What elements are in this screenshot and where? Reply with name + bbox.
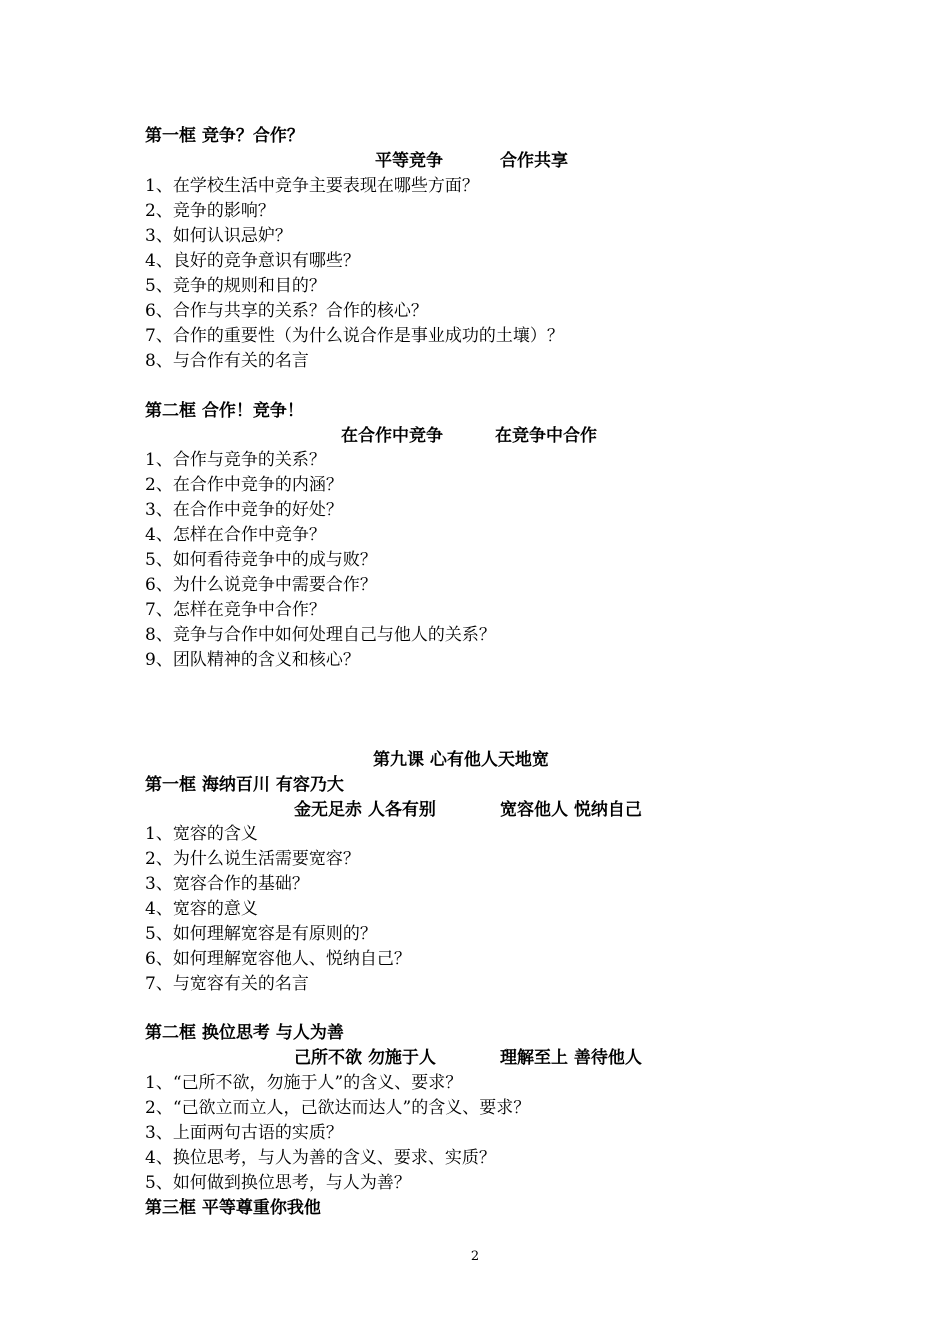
- section-subtitle: 己所不欲 勿施于人: [294, 1048, 436, 1068]
- section-heading: 第一框 竞争？合作？: [145, 126, 304, 146]
- question-item: 3、宽容合作的基础？: [145, 874, 309, 894]
- question-item: 1、宽容的含义: [145, 824, 258, 844]
- section-subtitle: 金无足赤 人各有别: [294, 800, 436, 820]
- question-item: 3、如何认识忌妒？: [145, 226, 292, 246]
- question-item: 2、为什么说生活需要宽容？: [145, 849, 360, 869]
- question-item: 8、竞争与合作中如何处理自己与他人的关系？: [145, 625, 496, 645]
- lesson-title: 第九课 心有他人天地宽: [373, 750, 549, 770]
- question-item: 8、与合作有关的名言: [145, 351, 309, 371]
- question-item: 4、宽容的意义: [145, 899, 258, 919]
- section-heading: 第三框 平等尊重你我他: [145, 1198, 321, 1218]
- question-item: 2、竞争的影响？: [145, 201, 275, 221]
- page-number: 2: [470, 1249, 480, 1264]
- question-item: 6、合作与共享的关系？合作的核心？: [145, 301, 428, 321]
- question-item: 5、如何理解宽容是有原则的？: [145, 924, 377, 944]
- question-item: 3、上面两句古语的实质？: [145, 1123, 343, 1143]
- question-item: 7、怎样在竞争中合作？: [145, 600, 326, 620]
- question-item: 4、怎样在合作中竞争？: [145, 525, 326, 545]
- question-item: 1、合作与竞争的关系？: [145, 450, 326, 470]
- question-item: 4、换位思考，与人为善的含义、要求、实质？: [145, 1148, 496, 1168]
- section-heading: 第一框 海纳百川 有容乃大: [145, 775, 344, 795]
- section-heading: 第二框 换位思考 与人为善: [145, 1023, 344, 1043]
- question-item: 3、在合作中竞争的好处？: [145, 500, 343, 520]
- section-subtitle: 平等竞争: [375, 151, 443, 171]
- section-heading: 第二框 合作！竞争！: [145, 401, 304, 421]
- question-item: 9、团队精神的含义和核心？: [145, 650, 360, 670]
- question-item: 7、合作的重要性（为什么说合作是事业成功的土壤）？: [145, 326, 564, 346]
- question-item: 5、如何看待竞争中的成与败？: [145, 550, 377, 570]
- question-item: 2、在合作中竞争的内涵？: [145, 475, 343, 495]
- question-item: 4、良好的竞争意识有哪些？: [145, 251, 360, 271]
- question-item: 6、为什么说竞争中需要合作？: [145, 575, 377, 595]
- section-subtitle: 在合作中竞争: [341, 426, 443, 446]
- question-item: 2、“己欲立而立人，己欲达而达人”的含义、要求？: [145, 1098, 531, 1118]
- question-item: 6、如何理解宽容他人、悦纳自己？: [145, 949, 411, 969]
- section-subtitle: 宽容他人 悦纳自己: [500, 800, 642, 820]
- question-item: 5、如何做到换位思考，与人为善？: [145, 1173, 411, 1193]
- question-item: 7、与宽容有关的名言: [145, 974, 309, 994]
- section-subtitle: 在竞争中合作: [495, 426, 597, 446]
- question-item: 1、在学校生活中竞争主要表现在哪些方面？: [145, 176, 479, 196]
- question-item: 1、“己所不欲，勿施于人”的含义、要求？: [145, 1073, 463, 1093]
- question-item: 5、竞争的规则和目的？: [145, 276, 326, 296]
- section-subtitle: 理解至上 善待他人: [500, 1048, 642, 1068]
- section-subtitle: 合作共享: [500, 151, 568, 171]
